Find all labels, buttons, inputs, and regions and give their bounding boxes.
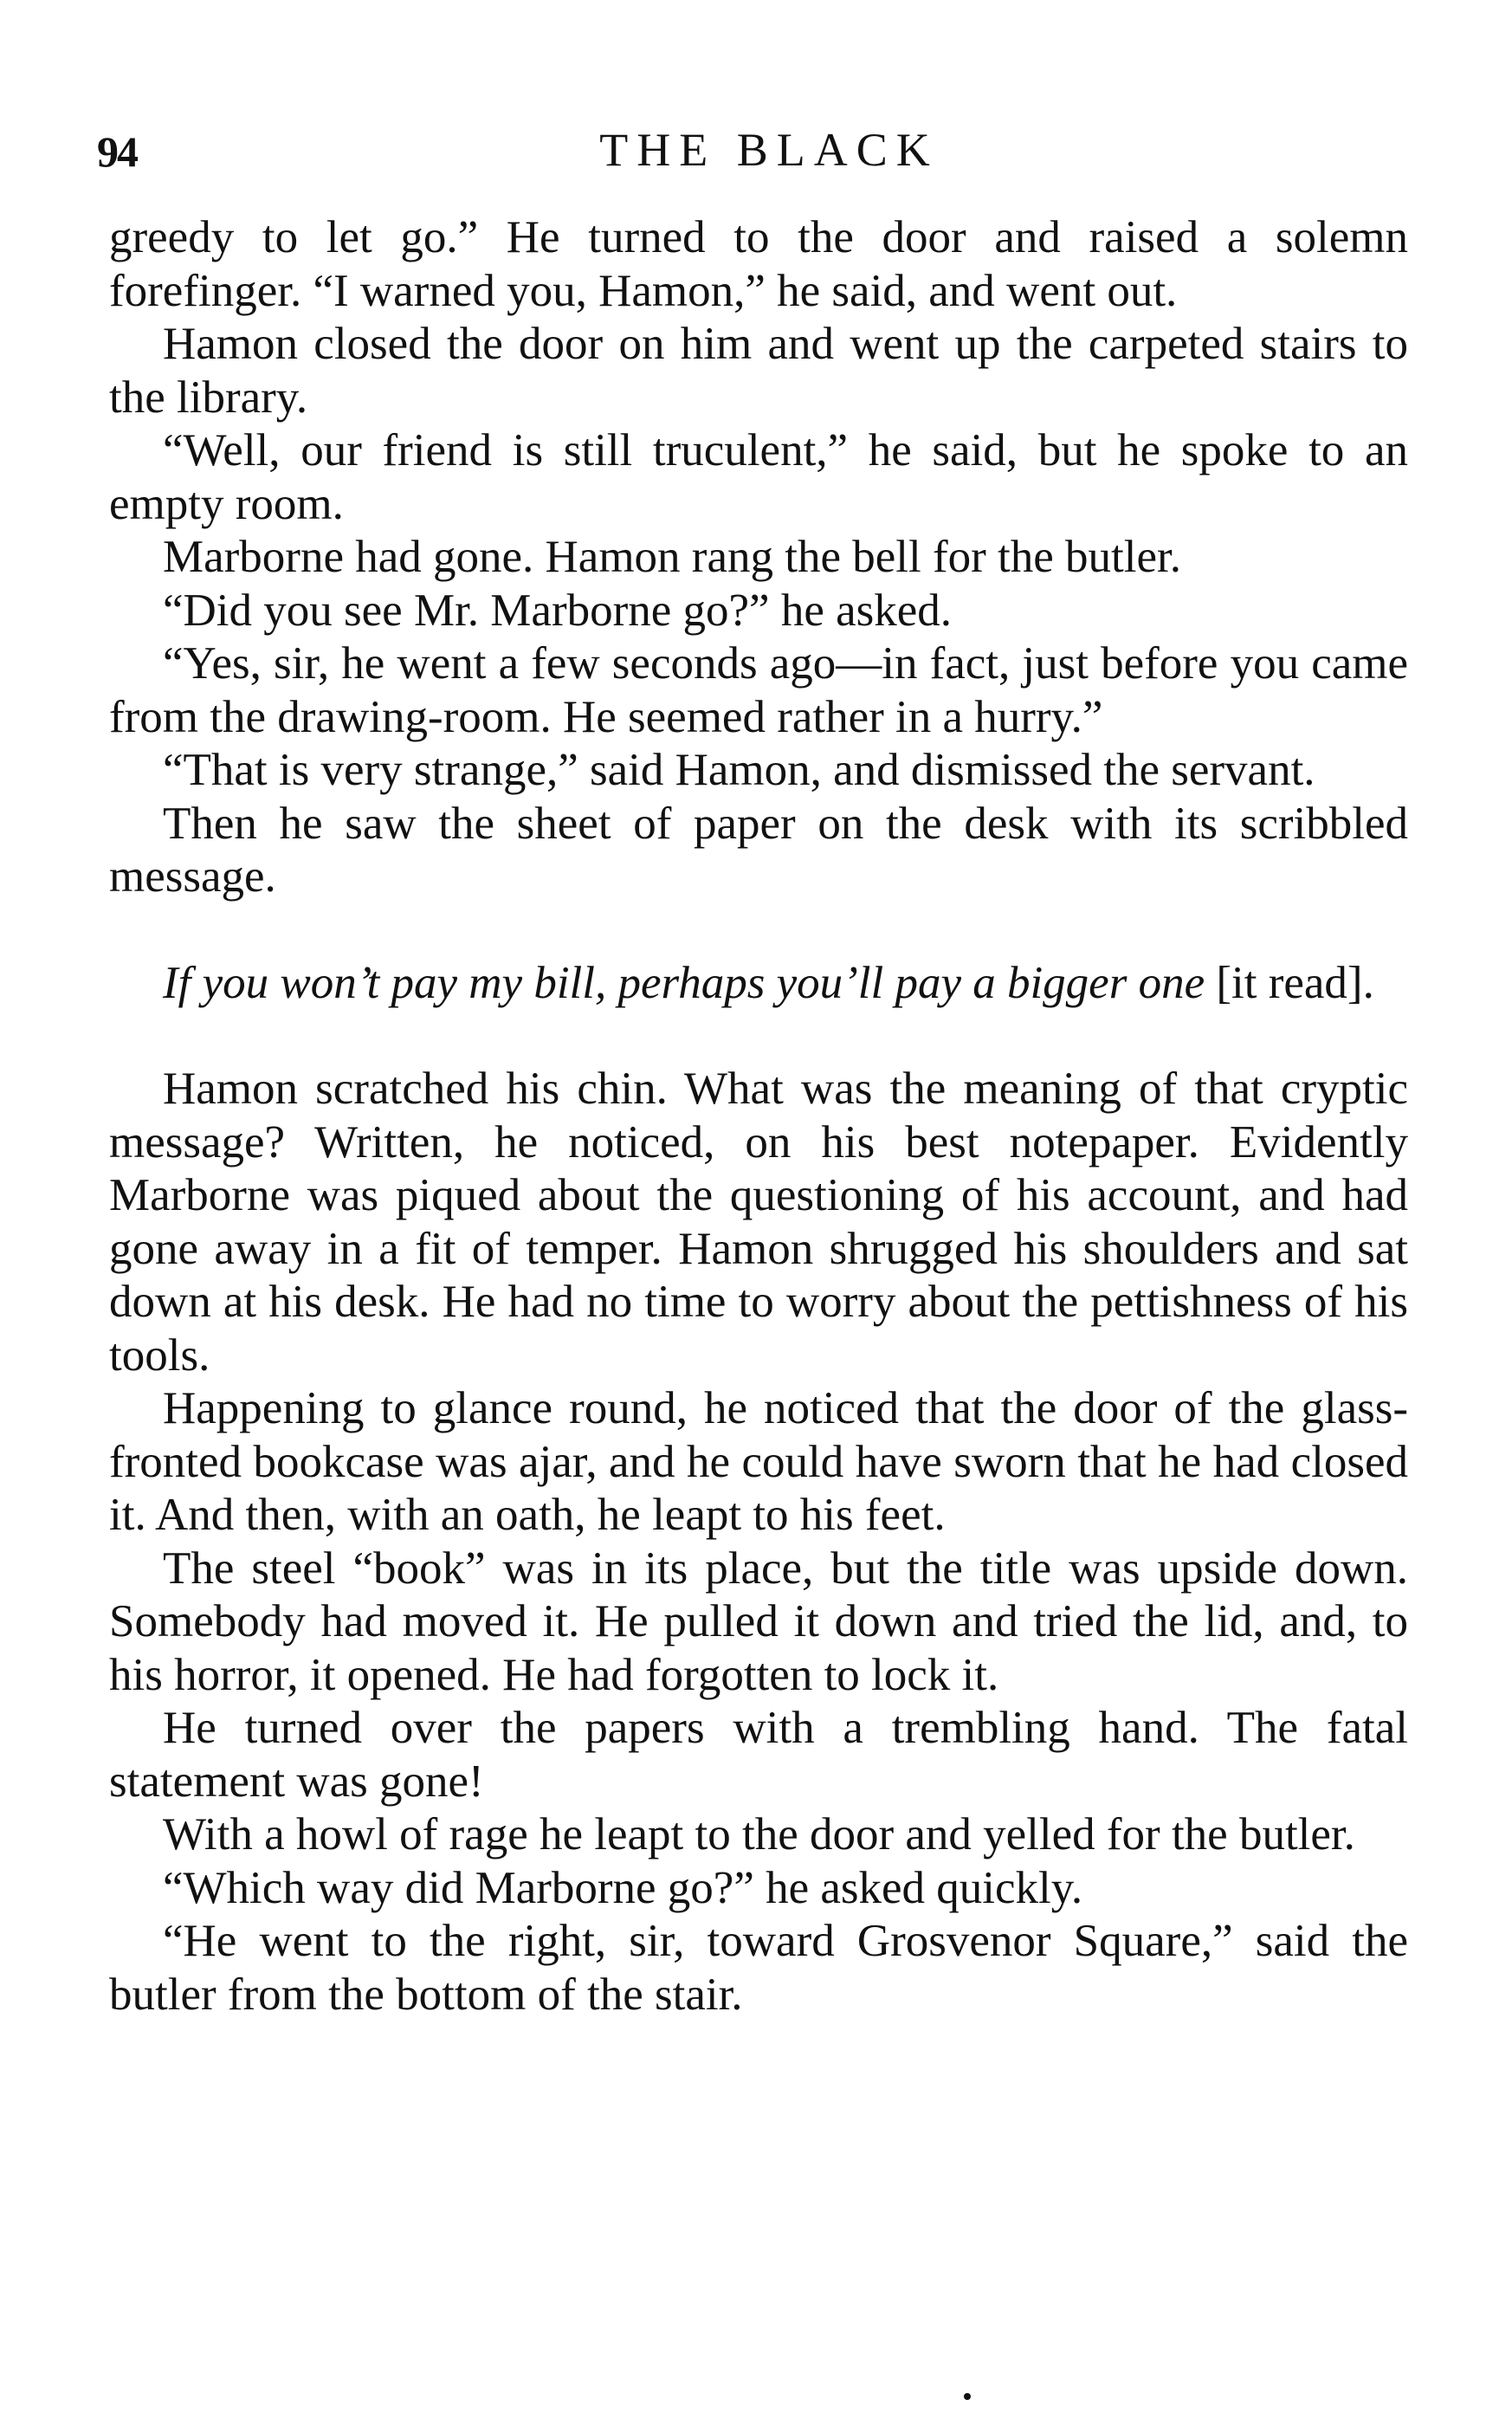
note-italic-text: If you won’t pay my bill, perhaps you’ll pay a bigger one	[163, 957, 1205, 1008]
paragraph-10: Happening to glance round, he noticed that the door of the glass-fronted bookcase was ajar, and he could have sworn that he had closed it. And then, with an oath, he leapt to his feet.	[109, 1383, 1408, 1540]
paragraph-1: greedy to let go.” He turned to the door and raised a solemn forefinger. “I warned you, Hamon,” he said, and went out.	[109, 212, 1408, 316]
paragraph-14: “Which way did Marborne go?” he asked quickly.	[163, 1862, 1083, 1913]
paragraph-5: “Did you see Mr. Marborne go?” he asked.	[163, 585, 953, 636]
note-roman-text: [it read].	[1205, 957, 1374, 1008]
paragraph-8: Then he saw the sheet of paper on the desk with its scribbled message.	[109, 798, 1408, 902]
paragraph-4: Marborne had gone. Hamon rang the bell for the butler.	[163, 532, 1181, 582]
scribbled-note	[109, 957, 1408, 1011]
paragraph-7: “That is very strange,” said Hamon, and dismissed the servant.	[163, 745, 1315, 795]
ink-speck	[964, 2393, 971, 2400]
body-text	[109, 211, 1408, 2021]
paragraph-6: “Yes, sir, he went a few seconds ago—in fact, just before you came from the drawing-room. He seemed rather in a hurry.”	[109, 638, 1408, 742]
paragraph-15: “He went to the right, sir, toward Grosvenor Square,” said the butler from the bottom of the stair.	[109, 1916, 1408, 2020]
running-head: THE BLACK	[599, 124, 939, 176]
page-number: 94	[97, 127, 137, 176]
paragraph-3: “Well, our friend is still truculent,” he said, but he spoke to an empty room.	[109, 425, 1408, 529]
paragraph-11: The steel “book” was in its place, but the title was upside down. Somebody had moved it. He pulled it down and tried the lid, and, to his horror, it opened. He had forgotten to lock it.	[109, 1543, 1408, 1700]
paragraph-2: Hamon closed the door on him and went up the carpeted stairs to the library.	[109, 319, 1408, 423]
paragraph-13: With a howl of rage he leapt to the door and yelled for the butler.	[163, 1809, 1355, 1860]
paragraph-12: He turned over the papers with a trembling hand. The fatal statement was gone!	[109, 1703, 1408, 1807]
paragraph-9: Hamon scratched his chin. What was the meaning of that cryptic message? Written, he noticed, on his best notepaper. Evidently Marborne was piqued about the questioning of his account, and had gone away in a fit of temper. Hamon shrugged his shoulders and sat down at his desk. He had no time to worry about the pettishness of his tools.	[109, 1064, 1408, 1381]
